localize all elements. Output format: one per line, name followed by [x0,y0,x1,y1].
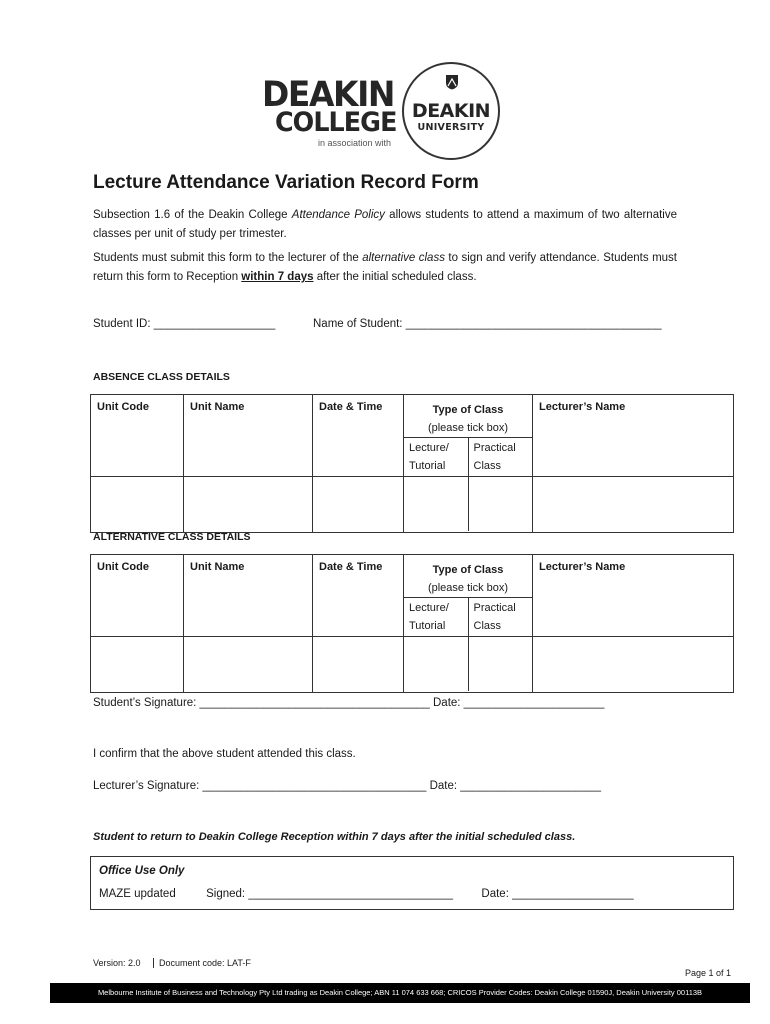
alternative-type-cell[interactable] [404,637,533,693]
alternative-unit-code-cell[interactable] [91,637,184,693]
col-unit-code: Unit Code [91,395,184,477]
document-code-label: Document code: LAT-F [159,958,251,968]
footer-divider [153,958,154,968]
student-id-field[interactable]: Student ID: ___________________ [93,318,276,330]
absence-lecture-tick-box[interactable] [404,477,469,531]
lecture-tutorial-option: Lecture/ Tutorial [404,598,469,636]
deakin-college-logo-line1: DEAKIN [262,75,395,115]
maze-updated-label: MAZE updated [99,888,176,900]
col-lecturer-name: Lecturer’s Name [533,395,734,477]
col-unit-name: Unit Name [184,395,313,477]
student-signature-field[interactable]: Student’s Signature: ____________________________________ Date: ______________________ [93,697,605,709]
practical-class-option: Practical Class [473,442,516,472]
deakin-university-logo-line2: UNIVERSITY [417,122,485,133]
association-text: in association with [318,138,392,148]
absence-class-table [90,394,734,533]
alternative-date-time-cell[interactable] [313,637,404,693]
legal-footer-bar: Melbourne Institute of Business and Technology Pty Ltd trading as Deakin College; ABN 11 074 633 668; CRICOS Provider Codes: Deakin College 01590J, Deakin University 00113B [50,983,750,1003]
alternative-lecturer-name-cell[interactable] [533,637,734,693]
office-use-row [99,888,634,900]
absence-unit-code-cell[interactable] [91,477,184,533]
office-signed-field[interactable]: Signed: ________________________________ [206,888,453,900]
alternative-unit-name-cell[interactable] [184,637,313,693]
alternative-section-label: ALTERNATIVE CLASS DETAILS [93,531,251,543]
col-date-time: Date & Time [313,555,404,637]
office-use-title: Office Use Only [99,865,185,877]
absence-section-label: ABSENCE CLASS DETAILS [93,371,230,383]
student-name-field[interactable]: Name of Student: ________________________________________ [313,318,662,330]
confirmation-statement: I confirm that the above student attended this class. [93,748,356,760]
absence-unit-name-cell[interactable] [184,477,313,533]
absence-date-time-cell[interactable] [313,477,404,533]
form-title: Lecture Attendance Variation Record Form [93,172,479,193]
col-unit-code: Unit Code [91,555,184,637]
alternative-class-table [90,554,734,693]
col-type-of-class: Type of Class (please tick box) Lecture/ Tutorial Practical Class [404,555,533,637]
version-label: Version: 2.0 [93,958,141,968]
deakin-shield-icon [445,74,459,90]
col-unit-name: Unit Name [184,555,313,637]
alternative-practical-tick-box[interactable] [469,637,533,691]
deakin-college-logo-line2: COLLEGE [275,107,397,138]
col-type-of-class: Type of Class (please tick box) Lecture/ Tutorial Practical Class [404,395,533,477]
intro-paragraph-1: Subsection 1.6 of the Deakin College Attendance Policy allows students to attend a maximum of two alternative classes per unit of study per trimester. [93,209,677,240]
col-lecturer-name: Lecturer’s Name [533,555,734,637]
lecture-tutorial-option: Lecture/ Tutorial [404,438,469,476]
absence-lecturer-name-cell[interactable] [533,477,734,533]
return-note: Student to return to Deakin College Reception within 7 days after the initial scheduled class. [93,831,576,843]
practical-class-option: Practical Class [473,602,516,632]
deakin-university-logo-line1: DEAKIN [411,100,491,122]
intro-paragraph-2: Students must submit this form to the lecturer of the alternative class to sign and verify attendance. Students must return this form to Reception within 7 days after the initial scheduled class. [93,252,677,283]
col-date-time: Date & Time [313,395,404,477]
lecturer-signature-field[interactable]: Lecturer’s Signature: ___________________________________ Date: ______________________ [93,780,601,792]
absence-type-cell[interactable] [404,477,533,533]
page-number: Page 1 of 1 [685,968,732,978]
absence-practical-tick-box[interactable] [469,477,533,531]
office-date-field[interactable]: Date: ___________________ [481,888,634,900]
alternative-lecture-tick-box[interactable] [404,637,469,691]
office-use-box [90,856,734,910]
